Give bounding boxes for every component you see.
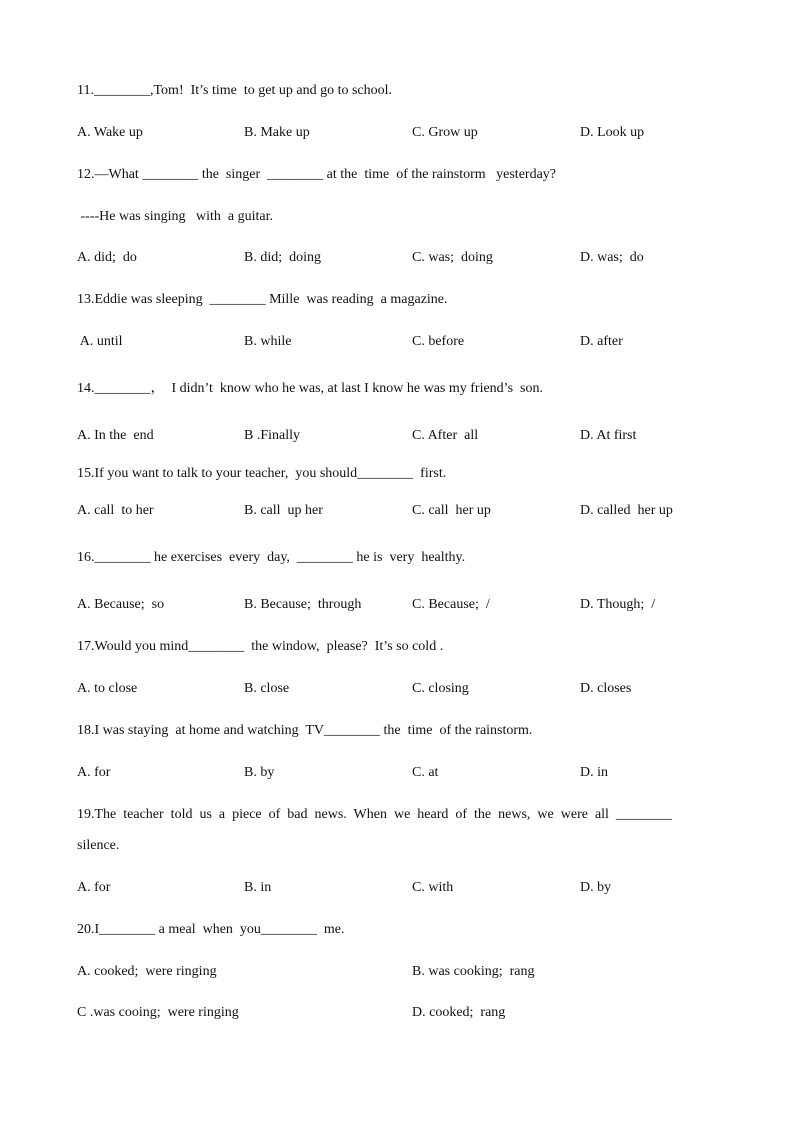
option-d: D. Look up bbox=[580, 125, 645, 140]
option-a: A. did; do bbox=[77, 250, 137, 265]
option-a: A. cooked; were ringing bbox=[77, 964, 217, 979]
option-a: A. In the end bbox=[77, 428, 154, 443]
option-b: B. call up her bbox=[244, 503, 323, 518]
question-17-options bbox=[77, 680, 737, 698]
option-d: D. closes bbox=[580, 681, 632, 696]
option-c: C. was; doing bbox=[412, 250, 493, 265]
option-d: D. in bbox=[580, 765, 608, 780]
option-a: A. call to her bbox=[77, 503, 154, 518]
question-20-stem: 20.I________ a meal when you________ me. bbox=[77, 922, 345, 937]
option-d: D. after bbox=[580, 334, 623, 349]
option-d: D. called her up bbox=[580, 503, 673, 518]
option-a: A. Because; so bbox=[77, 597, 165, 612]
option-c: C. After all bbox=[412, 428, 479, 443]
option-a: A. until bbox=[77, 334, 123, 349]
option-a: A. to close bbox=[77, 681, 138, 696]
question-14-options bbox=[77, 427, 737, 445]
option-b: B. did; doing bbox=[244, 250, 322, 265]
option-a: A. for bbox=[77, 880, 111, 895]
option-c: C. at bbox=[412, 765, 439, 780]
option-c: C. with bbox=[412, 880, 454, 895]
question-19-options bbox=[77, 879, 737, 897]
question-11-options bbox=[77, 124, 737, 142]
option-d: D. Though; / bbox=[580, 597, 656, 612]
option-a: A. for bbox=[77, 765, 111, 780]
option-b: B. in bbox=[244, 880, 272, 895]
option-d: D. cooked; rang bbox=[412, 1005, 506, 1020]
option-c: C. call her up bbox=[412, 503, 491, 518]
option-b: B. close bbox=[244, 681, 290, 696]
question-13-stem: 13.Eddie was sleeping ________ Mille was reading a magazine. bbox=[77, 292, 448, 307]
question-19-stem-line2: silence. bbox=[77, 838, 120, 853]
option-c: C .was cooing; were ringing bbox=[77, 1005, 239, 1020]
option-b: B. was cooking; rang bbox=[412, 964, 535, 979]
option-c: C. before bbox=[412, 334, 465, 349]
question-19-stem: 19.The teacher told us a piece of bad news. When we heard of the news, we were all ________ bbox=[77, 807, 672, 822]
question-18-options bbox=[77, 764, 737, 782]
question-13-options bbox=[77, 333, 737, 351]
question-20-options-row1 bbox=[77, 963, 737, 981]
option-b: B. by bbox=[244, 765, 275, 780]
option-c: C. closing bbox=[412, 681, 469, 696]
question-14-stem: 14.________， I didn’t know who he was, at last I know he was my friend’s son. bbox=[77, 381, 543, 396]
option-c: C. Grow up bbox=[412, 125, 478, 140]
question-12-stem: 12.—What ________ the singer ________ at the time of the rainstorm yesterday? bbox=[77, 167, 557, 182]
question-16-stem: 16.________ he exercises every day, ________ he is very healthy. bbox=[77, 550, 466, 565]
option-d: D. At first bbox=[580, 428, 637, 443]
option-a: A. Wake up bbox=[77, 125, 143, 140]
question-12-stem-line2: ----He was singing with a guitar. bbox=[77, 209, 273, 224]
question-20-options-row2 bbox=[77, 1004, 737, 1022]
option-b: B. while bbox=[244, 334, 292, 349]
option-b: B. Because; through bbox=[244, 597, 362, 612]
question-12-options bbox=[77, 249, 737, 267]
option-b: B. Make up bbox=[244, 125, 310, 140]
question-15-stem: 15.If you want to talk to your teacher, you should________ first. bbox=[77, 466, 447, 481]
option-c: C. Because; / bbox=[412, 597, 490, 612]
question-15-options bbox=[77, 502, 737, 520]
question-16-options bbox=[77, 596, 737, 614]
question-11-stem: 11.________,Tom! It’s time to get up and go to school. bbox=[77, 83, 393, 98]
option-d: D. by bbox=[580, 880, 612, 895]
question-18-stem: 18.I was staying at home and watching TV________ the time of the rainstorm. bbox=[77, 723, 533, 738]
question-17-stem: 17.Would you mind________ the window, please? It’s so cold . bbox=[77, 639, 444, 654]
option-b: B .Finally bbox=[244, 428, 301, 443]
option-d: D. was; do bbox=[580, 250, 644, 265]
